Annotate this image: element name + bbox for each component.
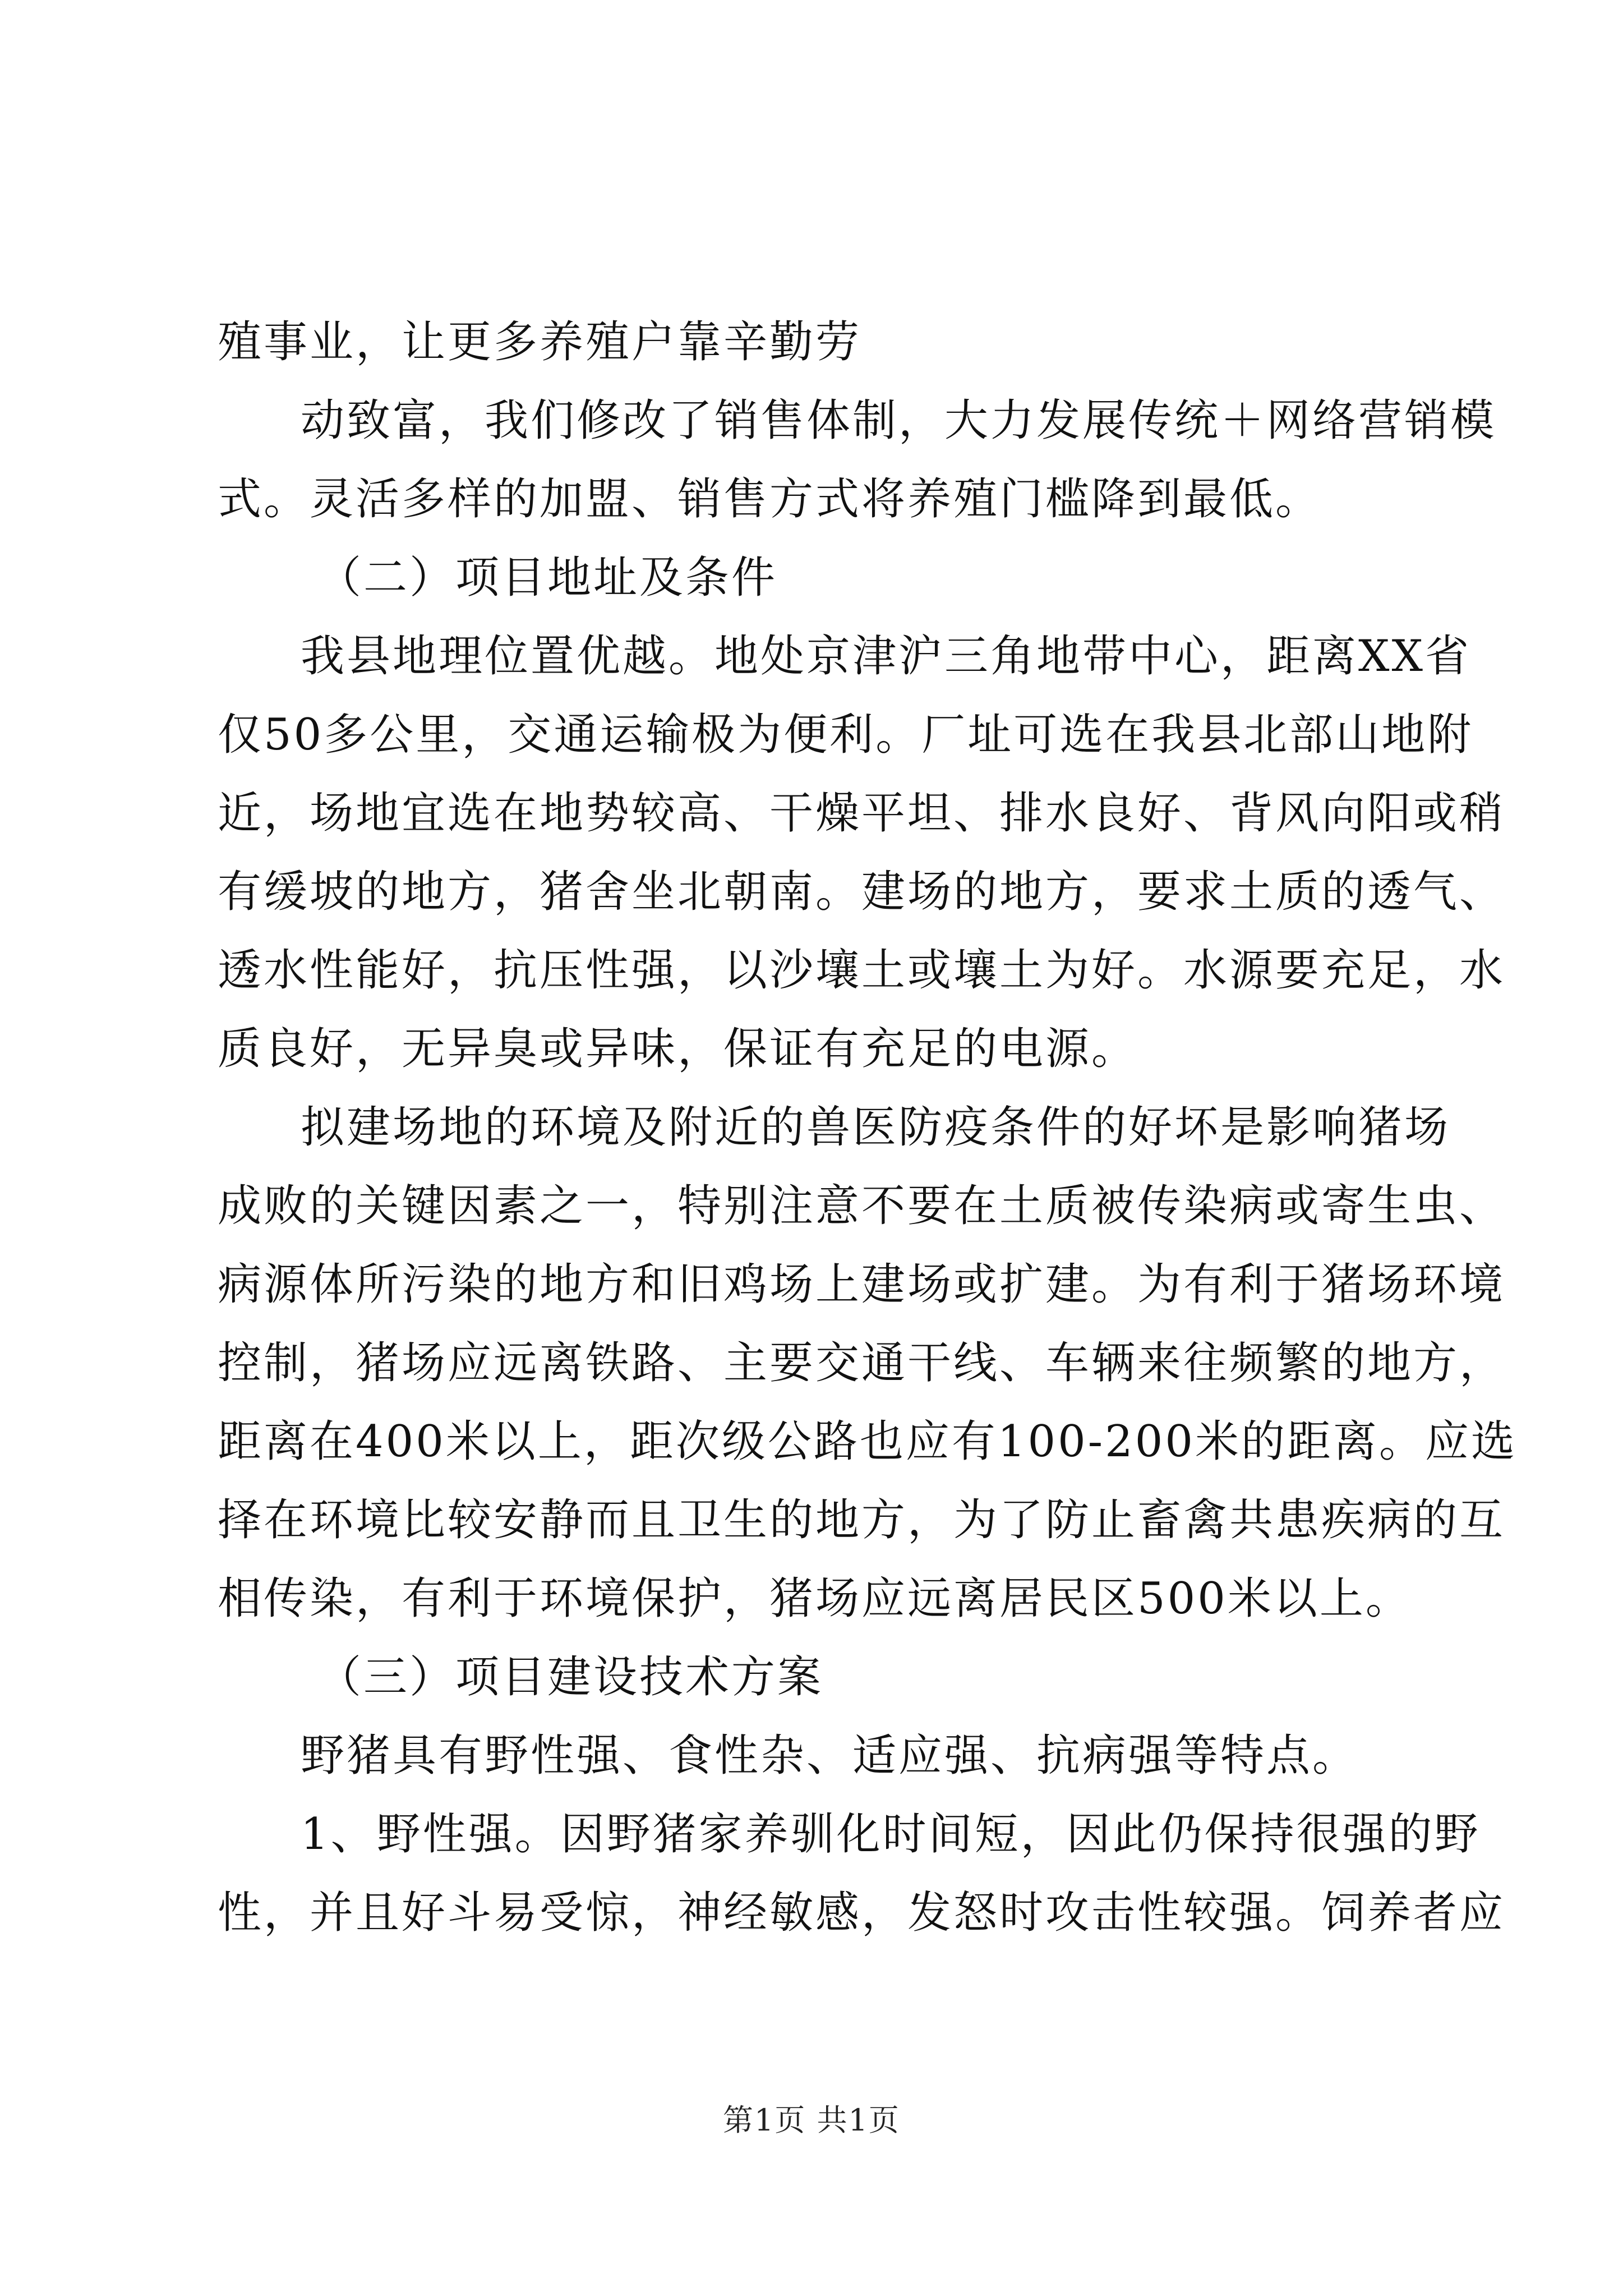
- text-line: 病源体所污染的地方和旧鸡场上建场或扩建。为有利于猪场环境: [218, 1259, 1506, 1310]
- document-body: [218, 303, 1517, 1952]
- text-line: 相传染，有利于环境保护，猪场应远离居民区500米以上。: [218, 1573, 1412, 1624]
- section-heading: （二）项目地址及条件: [317, 553, 778, 603]
- text-line: 拟建场地的环境及附近的兽医防疫条件的好坏是影响猪场: [301, 1102, 1451, 1153]
- text-line: 仅50多公里，交通运输极为便利。厂址可选在我县北部山地附: [218, 710, 1474, 760]
- text-line: 式。灵活多样的加盟、销售方式将养殖门槛降到最低。: [218, 474, 1322, 524]
- text-line: 距离在400米以上，距次级公路也应有100-200米的距离。应选: [218, 1416, 1517, 1467]
- text-line: 透水性能好，抗压性强，以沙壤土或壤土为好。水源要充足，水: [218, 945, 1506, 996]
- text-line: 择在环境比较安静而且卫生的地方，为了防止畜禽共患疾病的互: [218, 1495, 1506, 1545]
- text-line: 动致富，我们修改了销售体制，大力发展传统＋网络营销模: [301, 395, 1497, 446]
- text-line: 我县地理位置优越。地处京津沪三角地带中心，距离XX省: [301, 631, 1472, 682]
- text-line: 近，场地宜选在地势较高、干燥平坦、排水良好、背风向阳或稍: [218, 788, 1506, 839]
- text-line: 有缓坡的地方，猪舍坐北朝南。建场的地方，要求土质的透气、: [218, 867, 1506, 917]
- text-line: 控制，猪场应远离铁路、主要交通干线、车辆来往频繁的地方，: [218, 1338, 1506, 1388]
- section-heading: （三）项目建设技术方案: [317, 1652, 824, 1703]
- text-line: 性，并且好斗易受惊，神经敏感，发怒时攻击性较强。饲养者应: [218, 1888, 1506, 1938]
- page-footer: 第1页 共1页: [723, 2102, 900, 2138]
- text-line: 质良好，无异臭或异味，保证有充足的电源。: [218, 1024, 1138, 1074]
- text-line: 成败的关键因素之一，特别注意不要在土质被传染病或寄生虫、: [218, 1181, 1506, 1231]
- text-line: 1、野性强。因野猪家养驯化时间短，因此仍保持很强的野: [301, 1809, 1481, 1860]
- text-line: 野猪具有野性强、食性杂、适应强、抗病强等特点。: [301, 1731, 1359, 1781]
- text-line: 殖事业，让更多养殖户靠辛勤劳: [218, 317, 862, 367]
